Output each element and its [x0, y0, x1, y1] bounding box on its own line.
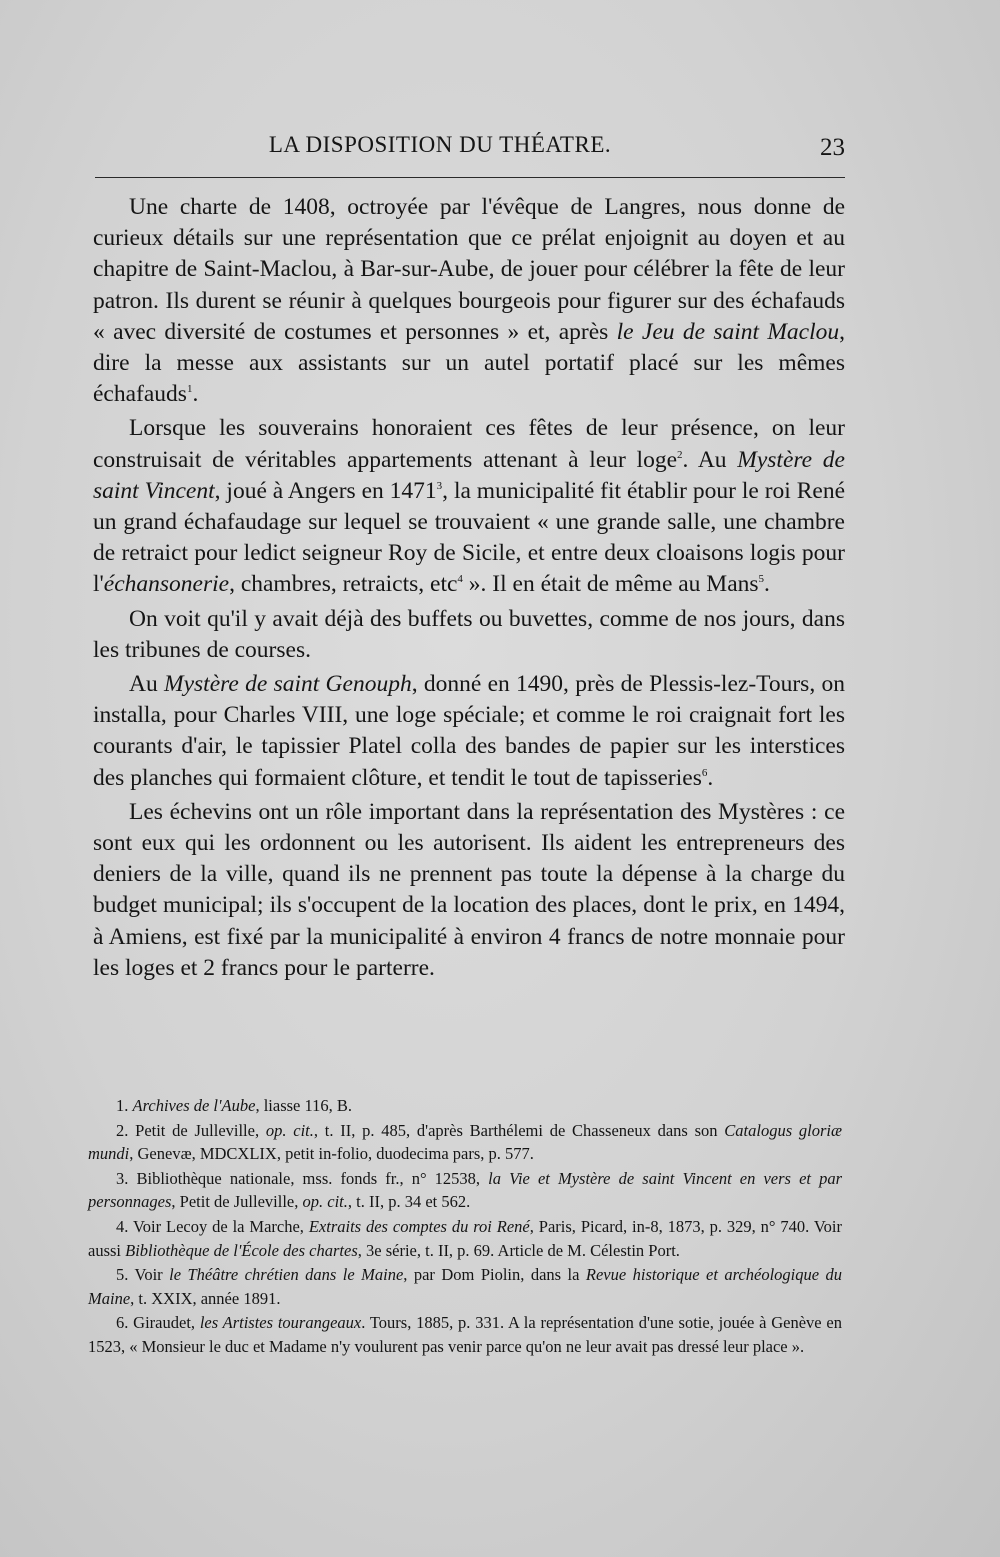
footnote: 5. Voir le Théâtre chrétien dans le Maine, par Dom Piolin, dans la Revue historique et archéologique du Maine, t. XXIX, année 1891.	[88, 1265, 843, 1308]
footnote-ref: 2	[677, 448, 683, 461]
footnote: 1. Archives de l'Aube, liasse 116, B.	[116, 1096, 353, 1115]
paragraph: Les échevins ont un rôle important dans la représentation des Mystères : ce sont eux qui les ordonnent ou les autorisent. Ils aident les entrepreneurs des deniers de la ville, quand ils ne prennent pas toute la dépense à la charge du budget municipal; ils s'occupent de la location des places, dont le prix, en 1494, à Amiens, est fixé par la municipalité à environ 4 francs de notre monnaie pour les loges et 2 francs pour le parterre.	[93, 798, 845, 981]
running-head	[95, 128, 845, 168]
footnote-ref: 1	[186, 383, 193, 396]
paragraph: Lorsque les souverains honoraient ces fêtes de leur présence, on leur construisait de véritables appartements attenant à leur loge$^2$. Au Mystère de saint Vincent, joué à Angers en 1471$^3$, la municipalité fit établir pour le roi René un grand échafaudage sur lequel se trouvaient « une grande salle, une chambre de retraict pour ledict seigneur Roy de Sicile, et entre deux cloaisons logis pour l'échansonerie, chambres, retraicts, etc$^4$ ». Il en était de même au Mans$^5$.	[93, 415, 846, 598]
footnote-ref: 5	[758, 573, 765, 586]
footnote: 4. Voir Lecoy de la Marche, Extraits des comptes du roi René, Paris, Picard, in-8, 1873, p. 329, n° 740. Voir aussi Bibliothèque de l'École des chartes, 3e série, t. II, p. 69. Article de M. Célestin Port.	[88, 1216, 843, 1260]
footnote: 2. Petit de Julleville, op. cit., t. II, p. 485, d'après Barthélemi de Chasseneux dans son Catalogus gloriæ mundi, Genevæ, MDCXLIX, petit in-folio, duodecima pars, p. 577.	[88, 1120, 842, 1164]
footnote-ref: 3	[436, 480, 443, 492]
page-number: 23	[820, 134, 845, 161]
footnote: 6. Giraudet, les Artistes tourangeaux. Tours, 1885, p. 331. A la représentation d'une sotie, jouée à Genève en 1523, « Monsieur le duc et Madame n'y voulurent pas venir parce qu'on ne leur avait pas dressé leur place ».	[88, 1313, 842, 1356]
footnotes	[88, 1094, 842, 1360]
paragraph: Au Mystère de saint Genouph, donné en 1490, près de Plessis-lez-Tours, on installa, pour Charles VIII, une loge spéciale; et comme le roi craignait fort les courants d'air, le tapissier Platel colla des bandes de papier sur les interstices des planches qui formaient clôture, et tendit le tout de tapisseries$^6$.	[93, 671, 845, 791]
footnote: 3. Bibliothèque nationale, mss. fonds fr., n° 12538, la Vie et Mystère de saint Vincent en vers et par personnages, Petit de Julleville, op. cit., t. II, p. 34 et 562.	[88, 1168, 843, 1212]
footnote-ref: 6	[701, 766, 708, 779]
footnote-ref: 4	[457, 573, 463, 586]
paragraph: Une charte de 1408, octroyée par l'évêque de Langres, nous donne de curieux détails sur une représentation que ce prélat enjoignit au doyen et au chapitre de Saint-Maclou, à Bar-sur-Aube, de jouer pour célébrer la fête de leur patron. Ils durent se réunir à quelques bourgeois pour figurer sur des échafauds « avec diversité de costumes et personnes » et, après le Jeu de saint Maclou, dire la messe aux assistants sur un autel portatif placé sur les mêmes échafauds$^1$.	[93, 194, 846, 408]
running-title: LA DISPOSITION DU THÉATRE.	[268, 132, 612, 157]
paragraph: On voit qu'il y avait déjà des buffets ou buvettes, comme de nos jours, dans les tribunes de courses.	[93, 605, 845, 663]
body-text	[93, 192, 845, 987]
header-rule	[95, 177, 845, 178]
